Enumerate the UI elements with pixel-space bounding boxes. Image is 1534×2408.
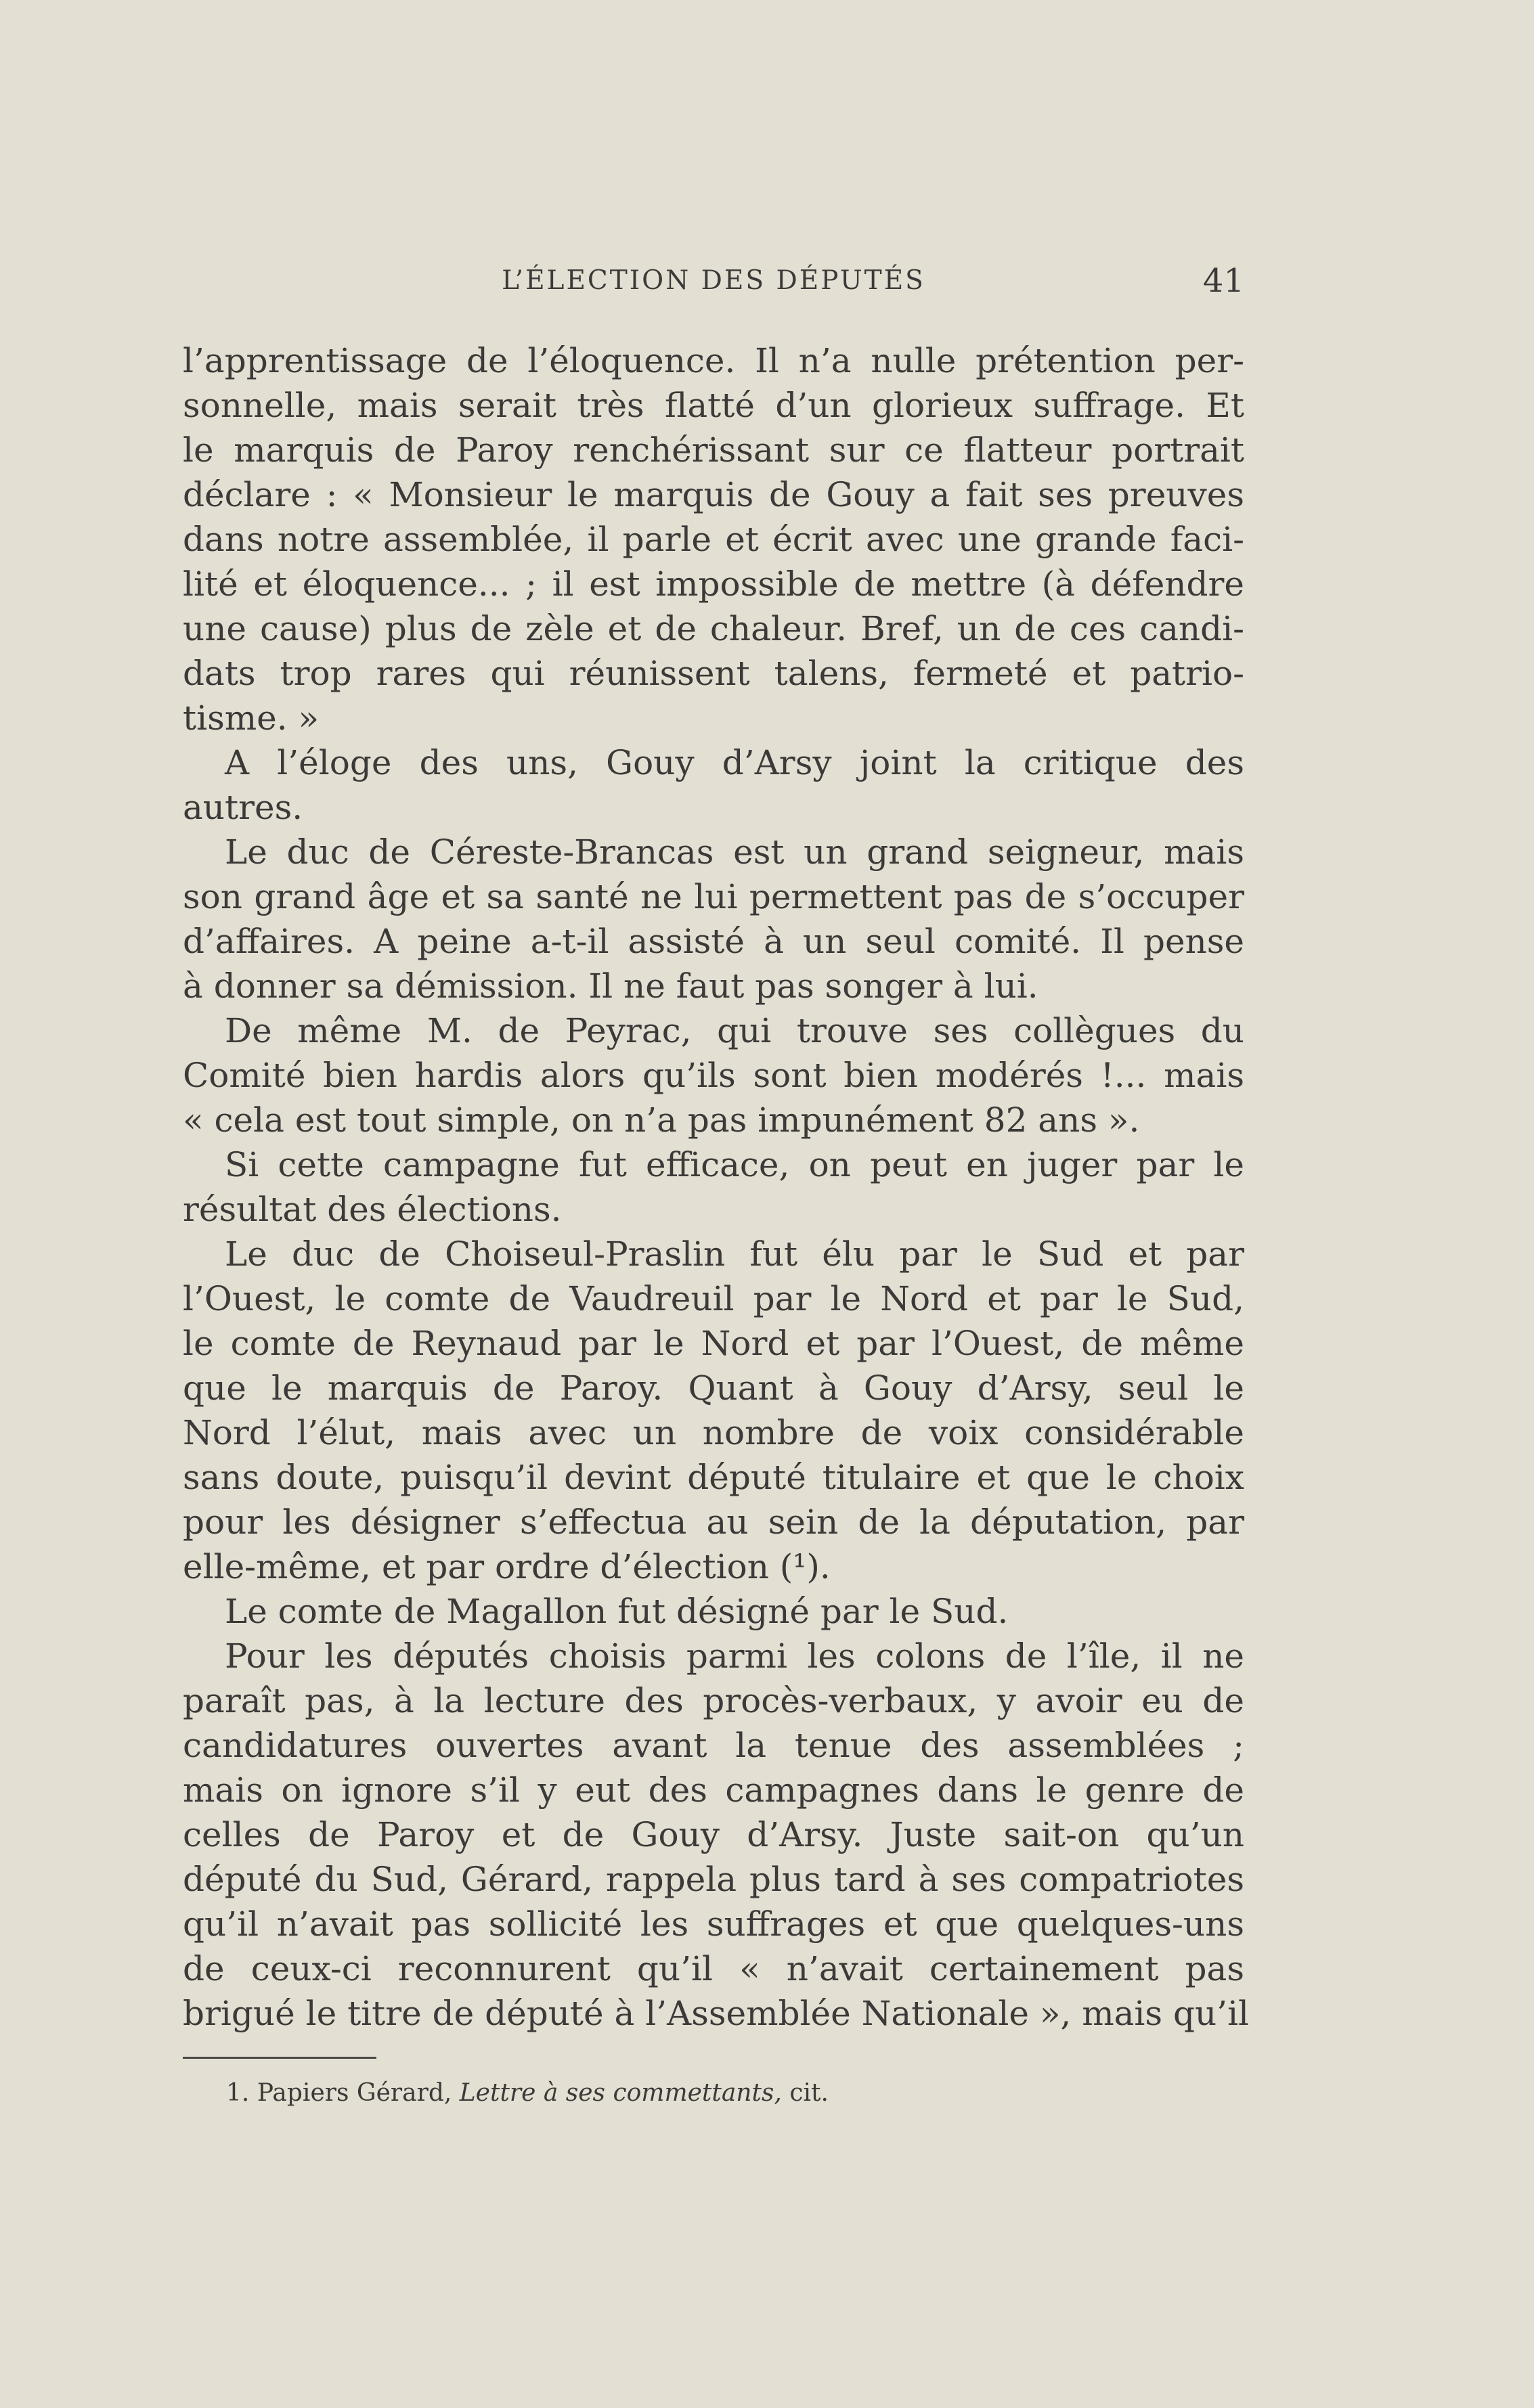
text-line: paraît pas, à la lecture des procès-verbaux, y avoir eu de	[183, 1681, 1244, 1720]
text-line: dans notre assemblée, il parle et écrit avec une grande faci-	[183, 520, 1244, 559]
footnote-number: 1.	[226, 2079, 250, 2107]
text-line: Le duc de Céreste-Brancas est un grand seigneur, mais	[225, 832, 1244, 872]
running-title: L’ÉLECTION DES DÉPUTÉS	[502, 265, 925, 296]
page-number: 41	[1202, 262, 1244, 300]
text-line: Le comte de Magallon fut désigné par le Sud.	[225, 1592, 1009, 1631]
text-line: pour les désigner s’effectua au sein de la députation, par	[183, 1502, 1244, 1542]
text-line: à donner sa démission. Il ne faut pas songer à lui.	[183, 966, 1038, 1006]
footnote-divider	[183, 2057, 376, 2059]
text-line: son grand âge et sa santé ne lui permettent pas de s’occuper	[183, 877, 1244, 916]
text-line: Nord l’élut, mais avec un nombre de voix considérable	[183, 1413, 1244, 1452]
text-line: Si cette campagne fut efficace, on peut en juger par le	[225, 1145, 1244, 1184]
text-line: l’apprentissage de l’éloquence. Il n’a nulle prétention per-	[183, 341, 1244, 380]
text-line: Le duc de Choiseul-Praslin fut élu par le Sud et par	[225, 1234, 1244, 1274]
text-line: autres.	[183, 788, 303, 827]
footnote	[226, 2076, 829, 2110]
text-line: d’affaires. A peine a-t-il assisté à un seul comité. Il pense	[183, 922, 1244, 961]
text-line: qu’il n’avait pas sollicité les suffrages et que quelques-uns	[183, 1904, 1244, 1944]
text-line: tisme. »	[183, 698, 320, 738]
text-line: Pour les députés choisis parmi les colons de l’île, il ne	[225, 1636, 1244, 1676]
text-line: candidatures ouvertes avant la tenue des assemblées ;	[183, 1726, 1244, 1765]
footnote-ref: cit.	[789, 2079, 829, 2107]
text-line: sonnelle, mais serait très flatté d’un glorieux suffrage. Et	[183, 386, 1244, 425]
text-line: elle-même, et par ordre d’élection (¹).	[183, 1547, 831, 1586]
text-line: dats trop rares qui réunissent talens, fermeté et patrio-	[183, 654, 1244, 693]
text-line: l’Ouest, le comte de Vaudreuil par le Nord et par le Sud,	[183, 1279, 1244, 1318]
text-line: brigué le titre de député à l’Assemblée Nationale », mais qu’il	[183, 1994, 1250, 2033]
text-line: A l’éloge des uns, Gouy d’Arsy joint la critique des	[225, 743, 1244, 782]
footnote-source: Papiers Gérard,	[257, 2079, 452, 2107]
footnote-title: Lettre à ses commettants,	[459, 2079, 782, 2107]
running-head	[183, 261, 1244, 301]
text-line: le marquis de Paroy renchérissant sur ce flatteur portrait	[183, 430, 1244, 470]
text-line: sans doute, puisqu’il devint député titulaire et que le choix	[183, 1458, 1244, 1497]
text-line: lité et éloquence... ; il est impossible de mettre (à défendre	[183, 564, 1244, 604]
text-line: De même M. de Peyrac, qui trouve ses collègues du	[225, 1011, 1244, 1050]
text-line: de ceux-ci reconnurent qu’il « n’avait certainement pas	[183, 1949, 1244, 1988]
text-line: celles de Paroy et de Gouy d’Arsy. Juste sait-on qu’un	[183, 1815, 1244, 1854]
text-line: le comte de Reynaud par le Nord et par l’Ouest, de même	[183, 1324, 1244, 1363]
text-line: que le marquis de Paroy. Quant à Gouy d’Arsy, seul le	[183, 1368, 1244, 1408]
text-line: mais on ignore s’il y eut des campagnes dans le genre de	[183, 1770, 1244, 1810]
text-line: Comité bien hardis alors qu’ils sont bien modérés !... mais	[183, 1056, 1244, 1095]
body-text	[183, 338, 1250, 2036]
text-line: « cela est tout simple, on n’a pas impunément 82 ans ».	[183, 1100, 1140, 1140]
text-line: résultat des élections.	[183, 1190, 562, 1229]
text-line: une cause) plus de zèle et de chaleur. Bref, un de ces candi-	[183, 609, 1244, 648]
text-line: député du Sud, Gérard, rappela plus tard à ses compatriotes	[183, 1860, 1244, 1899]
text-line: déclare : « Monsieur le marquis de Gouy a fait ses preuves	[183, 475, 1244, 514]
